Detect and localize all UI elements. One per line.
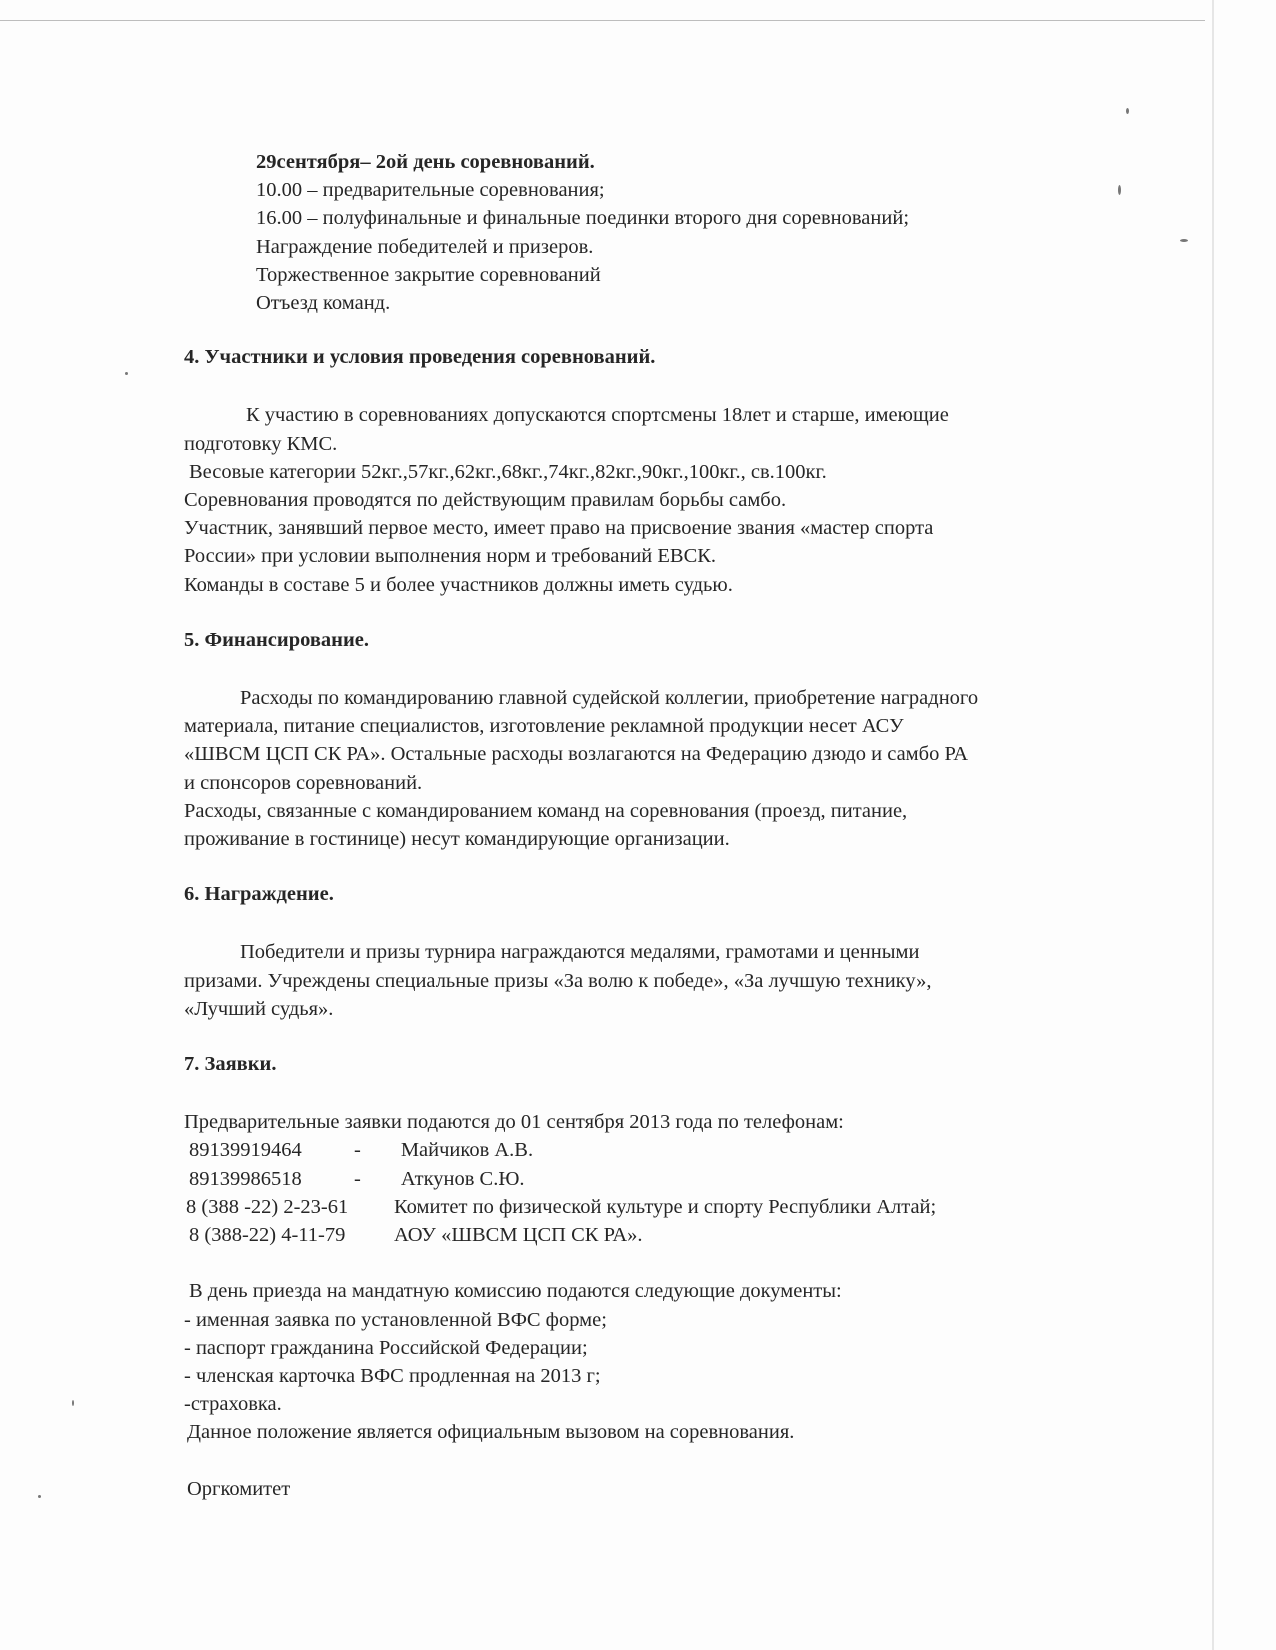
section-4-line: Команды в составе 5 и более участников должны иметь судью. [184, 573, 733, 596]
contact-name: Комитет по физической культуре и спорту Республики Алтай; [394, 1195, 937, 1218]
contact-phone: 8 (388-22) 4-11-79 [189, 1224, 346, 1247]
document-item: - членская карточка ВФС продленная на 2013 г; [184, 1364, 601, 1387]
contact-name: Майчиков А.В. [400, 1139, 534, 1162]
document-item: -страховка. [184, 1393, 282, 1416]
contact-phone: 89139919464 [189, 1139, 302, 1162]
contact-phone: 8 (388 -22) 2-23-61 [186, 1195, 349, 1218]
section-6-line: «Лучший судья». [184, 997, 334, 1020]
section-6-heading: 6. Награждение. [184, 883, 334, 906]
contact-row [184, 1221, 1144, 1249]
section-5-line: проживание в гостинице) несут командирующие организации. [184, 828, 730, 851]
scan-speck [1180, 239, 1188, 242]
document-body [184, 148, 1144, 1503]
contact-name: Аткунов С.Ю. [400, 1167, 525, 1190]
document-item: - именная заявка по установленной ВФС форме; [184, 1308, 607, 1331]
scan-right-edge [1212, 0, 1214, 1650]
section-5-line: Расходы, связанные с командированием команд на соревнования (проезд, питание, [184, 799, 908, 822]
schedule-item: 10.00 – предварительные соревнования; [256, 179, 605, 202]
schedule-day-title: 29сентября– 2ой день соревнований. [256, 151, 595, 173]
signature-orgcommittee: Оргкомитет [187, 1477, 291, 1500]
schedule-block [184, 148, 1144, 317]
section-5-line: материала, питание специалистов, изготовление рекламной продукции несет АСУ [184, 715, 904, 738]
section-5-line: и спонсоров соревнований. [184, 771, 423, 794]
document-item: - паспорт гражданина Российской Федерации; [184, 1336, 588, 1359]
section-6-line: Победители и призы турнира награждаются медалями, грамотами и ценными [240, 941, 920, 964]
section-4-heading: 4. Участники и условия проведения соревнований. [184, 346, 656, 369]
section-6-line: призами. Учреждены специальные призы «За волю к победе», «За лучшую технику», [184, 969, 932, 992]
scan-speck [72, 1400, 74, 1406]
contact-dash: - [354, 1167, 361, 1190]
scan-speck [1126, 108, 1129, 114]
official-call-line: Данное положение является официальным вызовом на соревнования. [187, 1421, 795, 1444]
contact-row [184, 1193, 1144, 1221]
scan-speck [38, 1495, 41, 1498]
scan-speck [125, 372, 128, 375]
section-4-line: Участник, занявший первое место, имеет право на присвоение звания «мастер спорта [184, 517, 934, 540]
contact-name: АОУ «ШВСМ ЦСП СК РА». [394, 1224, 643, 1247]
contact-dash: - [354, 1139, 361, 1162]
schedule-item: Торжественное закрытие соревнований [256, 263, 601, 286]
contact-row [184, 1165, 1144, 1193]
section-4-line: Весовые категории 52кг.,57кг.,62кг.,68кг.,74кг.,82кг.,90кг.,100кг., св.100кг. [189, 460, 827, 483]
section-7-heading: 7. Заявки. [184, 1053, 277, 1076]
scan-top-edge [0, 20, 1205, 21]
section-4-line: Соревнования проводятся по действующим правилам борьбы самбо. [184, 489, 787, 512]
section-4-line: подготовку КМС. [184, 432, 338, 455]
schedule-item: Отъезд команд. [256, 292, 391, 315]
section-4-line: К участию в соревнованиях допускаются спортсмены 18лет и старше, имеющие [246, 404, 949, 427]
contact-phone: 89139986518 [189, 1167, 302, 1190]
section-4-line: России» при условии выполнения норм и требований ЕВСК. [184, 545, 717, 568]
documents-intro: В день приезда на мандатную комиссию подаются следующие документы: [189, 1280, 842, 1303]
section-5-line: «ШВСМ ЦСП СК РА». Остальные расходы возлагаются на Федерацию дзюдо и самбо РА [184, 743, 969, 766]
section-5-heading: 5. Финансирование. [184, 628, 370, 651]
applications-intro: Предварительные заявки подаются до 01 сентября 2013 года по телефонам: [184, 1111, 844, 1134]
schedule-item: Награждение победителей и призеров. [256, 235, 594, 258]
section-5-line: Расходы по командированию главной судейской коллегии, приобретение наградного [240, 687, 979, 710]
schedule-item: 16.00 – полуфинальные и финальные поединки второго дня соревнований; [256, 207, 910, 230]
contact-row [184, 1136, 1144, 1164]
